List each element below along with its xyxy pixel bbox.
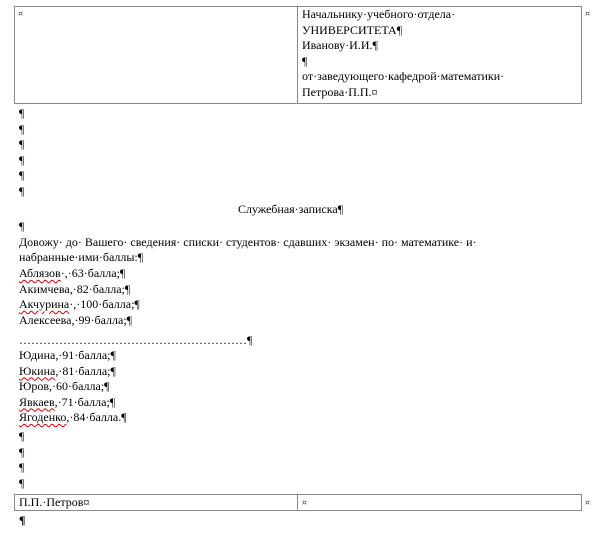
addressee-line: Иванову·И.И.¶	[302, 38, 378, 52]
student-entry	[19, 348, 127, 364]
header-left-cell-marker: ¤	[18, 9, 24, 18]
paragraph-mark: ¶	[19, 219, 25, 233]
intro-line-1: Довожу· до· Вашего· сведения· списки· студентов· сдавших· экзамен· по· математике· и·	[19, 235, 477, 249]
addressee-line: УНИВЕРСИТЕТА¶	[302, 22, 403, 37]
student-list-bottom	[19, 348, 127, 426]
student-list-top	[19, 266, 140, 328]
paragraph-mark: ¶	[19, 460, 25, 474]
student-score: ,·91·балла;¶	[55, 348, 116, 362]
student-name: Акимчева	[19, 281, 70, 296]
student-name: Акчурина	[19, 297, 70, 311]
spacer-paragraphs	[19, 106, 24, 199]
student-name: Явкаев	[19, 394, 55, 409]
addressee-line: от·заведующего·кафедрой·математики·	[302, 69, 505, 83]
paragraph-mark: ¶	[19, 183, 25, 198]
student-score: ,·84·балла.¶	[66, 410, 127, 424]
student-name: Ягоденко	[19, 410, 67, 424]
signature: П.П.·Петров¤	[19, 495, 90, 509]
footer-table-divider	[297, 494, 298, 511]
student-score: ,·99·балла;¶	[71, 312, 133, 327]
student-name: Аблязов	[19, 266, 61, 280]
ellipsis-line: …………………………………………………¶	[19, 333, 253, 347]
student-score: ,·71·балла;¶	[54, 394, 116, 409]
student-score: ·,·63·балла;¶	[60, 266, 126, 280]
student-score: ,·81·балла;¶	[55, 363, 116, 378]
student-score: ,·82·балла;¶	[69, 281, 131, 296]
paragraph-mark: ¶	[19, 121, 25, 136]
student-entry	[19, 364, 127, 380]
paragraph-mark: ¶	[19, 444, 25, 459]
student-entry	[19, 395, 127, 411]
footer-middle-marker: ¤	[302, 498, 308, 507]
addressee-line: ¶	[302, 53, 308, 68]
header-table-divider	[297, 6, 298, 104]
final-paragraph-mark: ¶	[19, 513, 26, 527]
addressee-line: Петрова·П.П.¤	[302, 84, 378, 99]
student-entry	[19, 282, 140, 298]
student-entry	[19, 410, 127, 426]
paragraph-mark: ¶	[19, 168, 25, 182]
student-entry	[19, 297, 140, 313]
end-paragraphs	[19, 429, 24, 491]
student-score: ,·60·балла;¶	[49, 379, 110, 393]
student-entry	[19, 266, 140, 282]
header-right-cell-marker: ¤	[585, 9, 591, 18]
student-name: Юкина	[19, 363, 56, 378]
student-name: Юров	[19, 379, 49, 393]
intro-line-2: набранные·ими·баллы:¶	[19, 250, 144, 264]
paragraph-mark: ¶	[19, 106, 25, 120]
student-name: Алексеева	[19, 312, 72, 327]
student-entry	[19, 379, 127, 395]
memo-title: Служебная·записка¶	[238, 202, 344, 216]
addressee-block	[302, 7, 504, 100]
footer-table	[14, 494, 582, 511]
student-name: Юдина	[19, 348, 56, 362]
student-entry	[19, 313, 140, 329]
paragraph-mark: ¶	[19, 475, 25, 490]
paragraph-mark: ¶	[19, 152, 25, 167]
paragraph-mark: ¶	[19, 429, 25, 443]
student-score: ·,·100·балла;¶	[69, 297, 140, 311]
paragraph-mark: ¶	[19, 137, 25, 151]
footer-right-marker: ¤	[585, 498, 591, 507]
addressee-line: Начальнику·учебного·отдела·	[302, 7, 456, 21]
